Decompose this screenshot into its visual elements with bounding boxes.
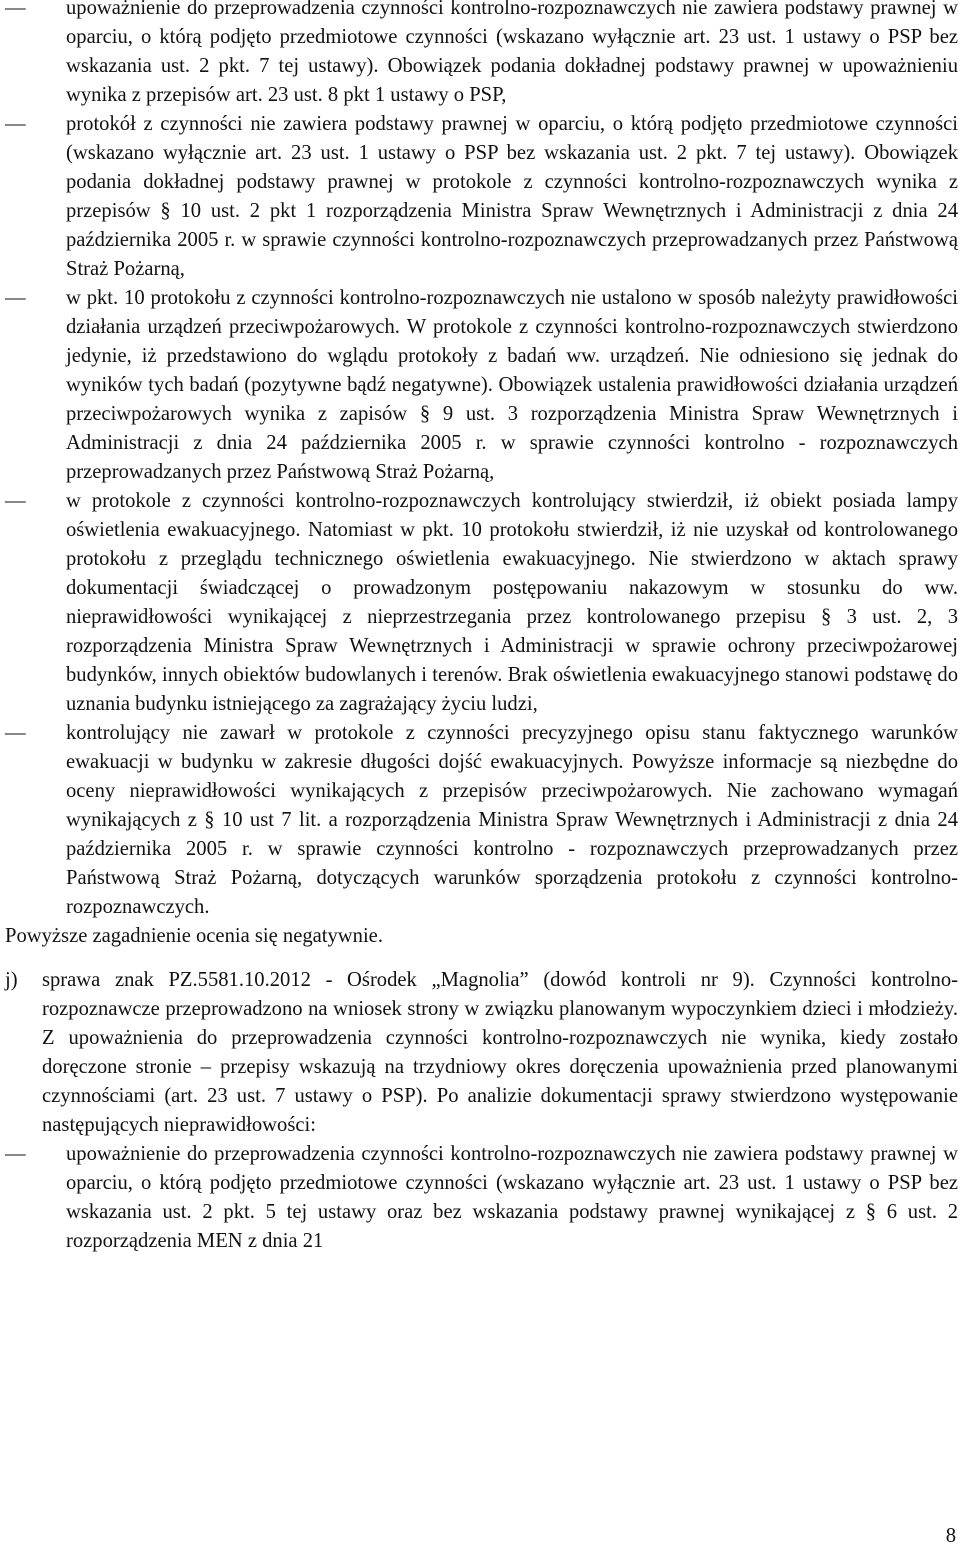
list-item xyxy=(5,110,958,284)
section-j xyxy=(5,966,958,1140)
section-letter: j) xyxy=(5,969,18,991)
list-item xyxy=(5,487,958,719)
dash-bullet xyxy=(5,284,45,313)
dash-bullet xyxy=(5,110,45,139)
dash-bullet xyxy=(5,487,45,516)
list-item xyxy=(5,284,958,487)
dash-bullet xyxy=(5,719,45,748)
list-item xyxy=(5,0,958,110)
list-item-text: upoważnienie do przeprowadzenia czynności kontrolno-rozpoznawczych nie zawiera podstawy prawnej w oparciu, o którą podjęto przedmiotowe czynności (wskazano wyłącznie art. 23 ust. 1 ustawy o PSP bez wskazania ust. 2 pkt. 7 tej ustawy). Obowiązek podania dokładnej podstawy prawnej w upoważnieniu wynika z przepisów art. 23 ust. 8 pkt 1 ustawy o PSP, xyxy=(66,0,958,106)
list-item-text: upoważnienie do przeprowadzenia czynności kontrolno-rozpoznawczych nie zawiera podstawy prawnej w oparciu, o którą podjęto przedmiotowe czynności (wskazano wyłącznie art. 23 ust. 1 ustawy o PSP bez wskazania ust. 2 pkt. 5 tej ustawy oraz bez wskazania podstawy prawnej wynikającej z § 6 ust. 2 rozporządzenia MEN z dnia 21 xyxy=(66,1143,958,1252)
conclusion-paragraph: Powyższe zagadnienie ocenia się negatywnie. xyxy=(5,925,383,947)
section-j-text: sprawa znak PZ.5581.10.2012 - Ośrodek „Magnolia” (dowód kontroli nr 9). Czynności kontrolno-rozpoznawcze przeprowadzono na wniosek strony w związku planowanym wypoczynkiem dzieci i młodzieży. Z upoważnienia do przeprowadzenia czynności kontrolno-rozpoznawczych nie wynika, kiedy zostało doręczone stronie – przepisy wskazują na trzydniowy okres doręczenia upoważnienia przed planowanymi czynnościami (art. 23 ust. 7 ustawy o PSP). Po analizie dokumentacji sprawy stwierdzono występowanie następujących nieprawidłowości: xyxy=(42,969,958,1136)
list-item-text: kontrolujący nie zawarł w protokole z czynności precyzyjnego opisu stanu faktycznego warunków ewakuacji w budynku w zakresie długości dojść ewakuacyjnych. Powyższe informacje są niezbędne do oceny nieprawidłowości wynikających z przepisów przeciwpożarowych. Nie zachowano wymagań wynikających z § 10 ust 7 lit. a rozporządzenia Ministra Spraw Wewnętrznych i Administracji z dnia 24 października 2005 r. w sprawie czynności kontrolno - rozpoznawczych przeprowadzanych przez Państwową Straż Pożarną, dotyczących warunków sporządzenia protokołu z czynności kontrolno-rozpoznawczych. xyxy=(66,722,958,918)
document-body xyxy=(5,0,958,1256)
list-item xyxy=(5,719,958,922)
list-item xyxy=(5,1140,958,1256)
list-item-text: protokół z czynności nie zawiera podstawy prawnej w oparciu, o którą podjęto przedmiotowe czynności (wskazano wyłącznie art. 23 ust. 1 ustawy o PSP bez wskazania ust. 2 pkt. 7 tej ustawy). Obowiązek podania dokładnej podstawy prawnej w protokole z czynności kontrolno-rozpoznawczych wynika z przepisów § 10 ust. 2 pkt 1 rozporządzenia Ministra Spraw Wewnętrznych i Administracji z dnia 24 października 2005 r. w sprawie czynności kontrolno-rozpoznawczych przeprowadzanych przez Państwową Straż Pożarną, xyxy=(66,113,958,280)
list-item-text: w protokole z czynności kontrolno-rozpoznawczych kontrolujący stwierdził, iż obiekt posiada lampy oświetlenia ewakuacyjnego. Natomiast w pkt. 10 protokołu stwierdził, iż nie uzyskał od kontrolowanego protokołu z przeglądu technicznego oświetlenia ewakuacyjnego. Nie stwierdzono w aktach sprawy dokumentacji świadczącej o prowadzonym postępowaniu nakazowym w stosunku do ww. nieprawidłowości wynikającej z nieprzestrzegania przez kontrolowanego przepisu § 3 ust. 2, 3 rozporządzenia Ministra Spraw Wewnętrznych i Administracji w sprawie ochrony przeciwpożarowej budynków, innych obiektów budowlanych i terenów. Brak oświetlenia ewakuacyjnego stanowi podstawę do uznania budynku istniejącego za zagrażający życiu ludzi, xyxy=(66,490,958,715)
dash-bullet xyxy=(5,0,45,23)
list-item-text: w pkt. 10 protokołu z czynności kontrolno-rozpoznawczych nie ustalono w sposób należyty prawidłowości działania urządzeń przeciwpożarowych. W protokole z czynności kontrolno-rozpoznawczych stwierdzono jedynie, iż przedstawiono do wglądu protokoły z badań ww. urządzeń. Nie odniesiono się jednak do wyników tych badań (pozytywne bądź negatywne). Obowiązek ustalenia prawidłowości działania urządzeń przeciwpożarowych wynika z zapisów § 9 ust. 3 rozporządzenia Ministra Spraw Wewnętrznych i Administracji z dnia 24 października 2005 r. w sprawie czynności kontrolno - rozpoznawczych przeprowadzanych przez Państwową Straż Pożarną, xyxy=(66,287,958,483)
dash-bullet xyxy=(5,1140,45,1169)
page-number: 8 xyxy=(945,1525,956,1547)
